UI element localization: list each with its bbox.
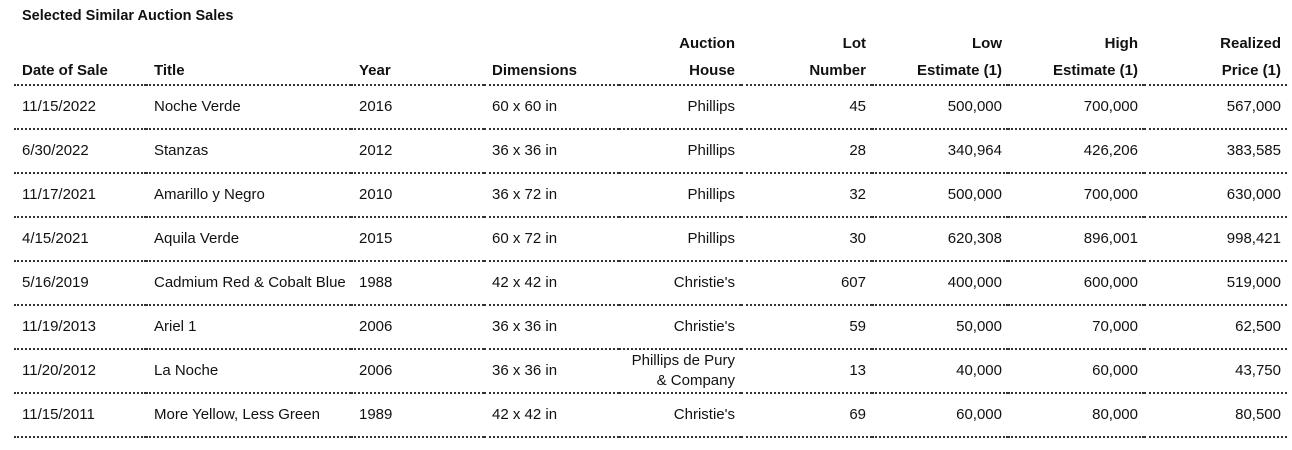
auction-sales-section (14, 6, 1287, 438)
cell-low: 620,308 (872, 217, 1008, 261)
cell-date: 11/20/2012 (14, 349, 146, 393)
cell-lot: 45 (741, 85, 872, 129)
cell-lot: 30 (741, 217, 872, 261)
column-header-line: Title (154, 62, 185, 79)
cell-house: Christie's (619, 261, 741, 305)
column-header-low (872, 26, 1008, 85)
column-header-house (619, 26, 741, 85)
cell-dimensions: 60 x 72 in (484, 217, 619, 261)
table-row (14, 173, 1287, 217)
table-row (14, 349, 1287, 393)
cell-realized: 630,000 (1144, 173, 1287, 217)
cell-dimensions: 36 x 72 in (484, 173, 619, 217)
table-row (14, 305, 1287, 349)
column-header-realized (1144, 26, 1287, 85)
cell-date: 11/15/2022 (14, 85, 146, 129)
cell-low: 400,000 (872, 261, 1008, 305)
cell-high: 896,001 (1008, 217, 1144, 261)
column-header-dimensions (484, 26, 619, 85)
section-title: Selected Similar Auction Sales (22, 8, 234, 24)
cell-house: Christie's (619, 305, 741, 349)
cell-year: 1988 (351, 261, 484, 305)
cell-date: 11/15/2011 (14, 393, 146, 437)
cell-year: 2012 (351, 129, 484, 173)
cell-high: 80,000 (1008, 393, 1144, 437)
table-body (14, 85, 1287, 437)
cell-title: Amarillo y Negro (146, 173, 351, 217)
cell-realized: 998,421 (1144, 217, 1287, 261)
cell-high: 426,206 (1008, 129, 1144, 173)
table-header-row (14, 26, 1287, 85)
column-header-line: Low (972, 35, 1002, 52)
cell-lot: 28 (741, 129, 872, 173)
cell-low: 500,000 (872, 85, 1008, 129)
column-header-title (146, 26, 351, 85)
table-row (14, 393, 1287, 437)
cell-high: 70,000 (1008, 305, 1144, 349)
table-row (14, 217, 1287, 261)
cell-realized: 567,000 (1144, 85, 1287, 129)
cell-low: 500,000 (872, 173, 1008, 217)
table-row (14, 129, 1287, 173)
column-header-line: Auction (679, 35, 735, 52)
column-header-lot (741, 26, 872, 85)
cell-title: Cadmium Red & Cobalt Blue (146, 261, 351, 305)
column-header-line: Lot (842, 35, 866, 52)
cell-title: Noche Verde (146, 85, 351, 129)
cell-realized: 383,585 (1144, 129, 1287, 173)
cell-house: Phillips (619, 85, 741, 129)
cell-title: Aquila Verde (146, 217, 351, 261)
cell-date: 4/15/2021 (14, 217, 146, 261)
cell-title: La Noche (146, 349, 351, 393)
column-header-line: High (1104, 35, 1138, 52)
table-row (14, 261, 1287, 305)
table-row (14, 85, 1287, 129)
column-header-line: Number (809, 62, 866, 79)
column-header-line: Price (1) (1221, 62, 1281, 79)
column-header-line: Estimate (1) (916, 62, 1002, 79)
cell-low: 340,964 (872, 129, 1008, 173)
column-header-line: House (689, 62, 735, 79)
column-header-line: Estimate (1) (1052, 62, 1138, 79)
cell-high: 600,000 (1008, 261, 1144, 305)
cell-dimensions: 36 x 36 in (484, 349, 619, 393)
cell-year: 1989 (351, 393, 484, 437)
cell-lot: 59 (741, 305, 872, 349)
cell-dimensions: 42 x 42 in (484, 261, 619, 305)
column-header-year (351, 26, 484, 85)
cell-dimensions: 36 x 36 in (484, 129, 619, 173)
cell-house: Phillips (619, 173, 741, 217)
cell-house: Phillips (619, 129, 741, 173)
column-header-line: Realized (1220, 35, 1281, 52)
cell-house: Christie's (619, 393, 741, 437)
cell-lot: 607 (741, 261, 872, 305)
cell-dimensions: 42 x 42 in (484, 393, 619, 437)
auction-sales-table (14, 26, 1287, 438)
cell-low: 40,000 (872, 349, 1008, 393)
cell-house: Phillips de Pury & Company (619, 349, 741, 393)
cell-year: 2010 (351, 173, 484, 217)
cell-high: 700,000 (1008, 85, 1144, 129)
cell-high: 60,000 (1008, 349, 1144, 393)
cell-date: 11/19/2013 (14, 305, 146, 349)
cell-lot: 69 (741, 393, 872, 437)
cell-title: Stanzas (146, 129, 351, 173)
column-header-high (1008, 26, 1144, 85)
column-header-line: Dimensions (492, 62, 578, 79)
column-header-line: Date of Sale (22, 62, 108, 79)
cell-year: 2015 (351, 217, 484, 261)
cell-realized: 80,500 (1144, 393, 1287, 437)
cell-realized: 519,000 (1144, 261, 1287, 305)
cell-year: 2006 (351, 349, 484, 393)
cell-realized: 62,500 (1144, 305, 1287, 349)
cell-lot: 32 (741, 173, 872, 217)
cell-year: 2016 (351, 85, 484, 129)
cell-house: Phillips (619, 217, 741, 261)
cell-dimensions: 60 x 60 in (484, 85, 619, 129)
cell-high: 700,000 (1008, 173, 1144, 217)
cell-realized: 43,750 (1144, 349, 1287, 393)
cell-date: 11/17/2021 (14, 173, 146, 217)
cell-lot: 13 (741, 349, 872, 393)
cell-dimensions: 36 x 36 in (484, 305, 619, 349)
cell-date: 6/30/2022 (14, 129, 146, 173)
column-header-line: Year (359, 62, 391, 79)
cell-title: More Yellow, Less Green (146, 393, 351, 437)
cell-low: 60,000 (872, 393, 1008, 437)
cell-year: 2006 (351, 305, 484, 349)
cell-date: 5/16/2019 (14, 261, 146, 305)
cell-low: 50,000 (872, 305, 1008, 349)
column-header-date (14, 26, 146, 85)
cell-title: Ariel 1 (146, 305, 351, 349)
